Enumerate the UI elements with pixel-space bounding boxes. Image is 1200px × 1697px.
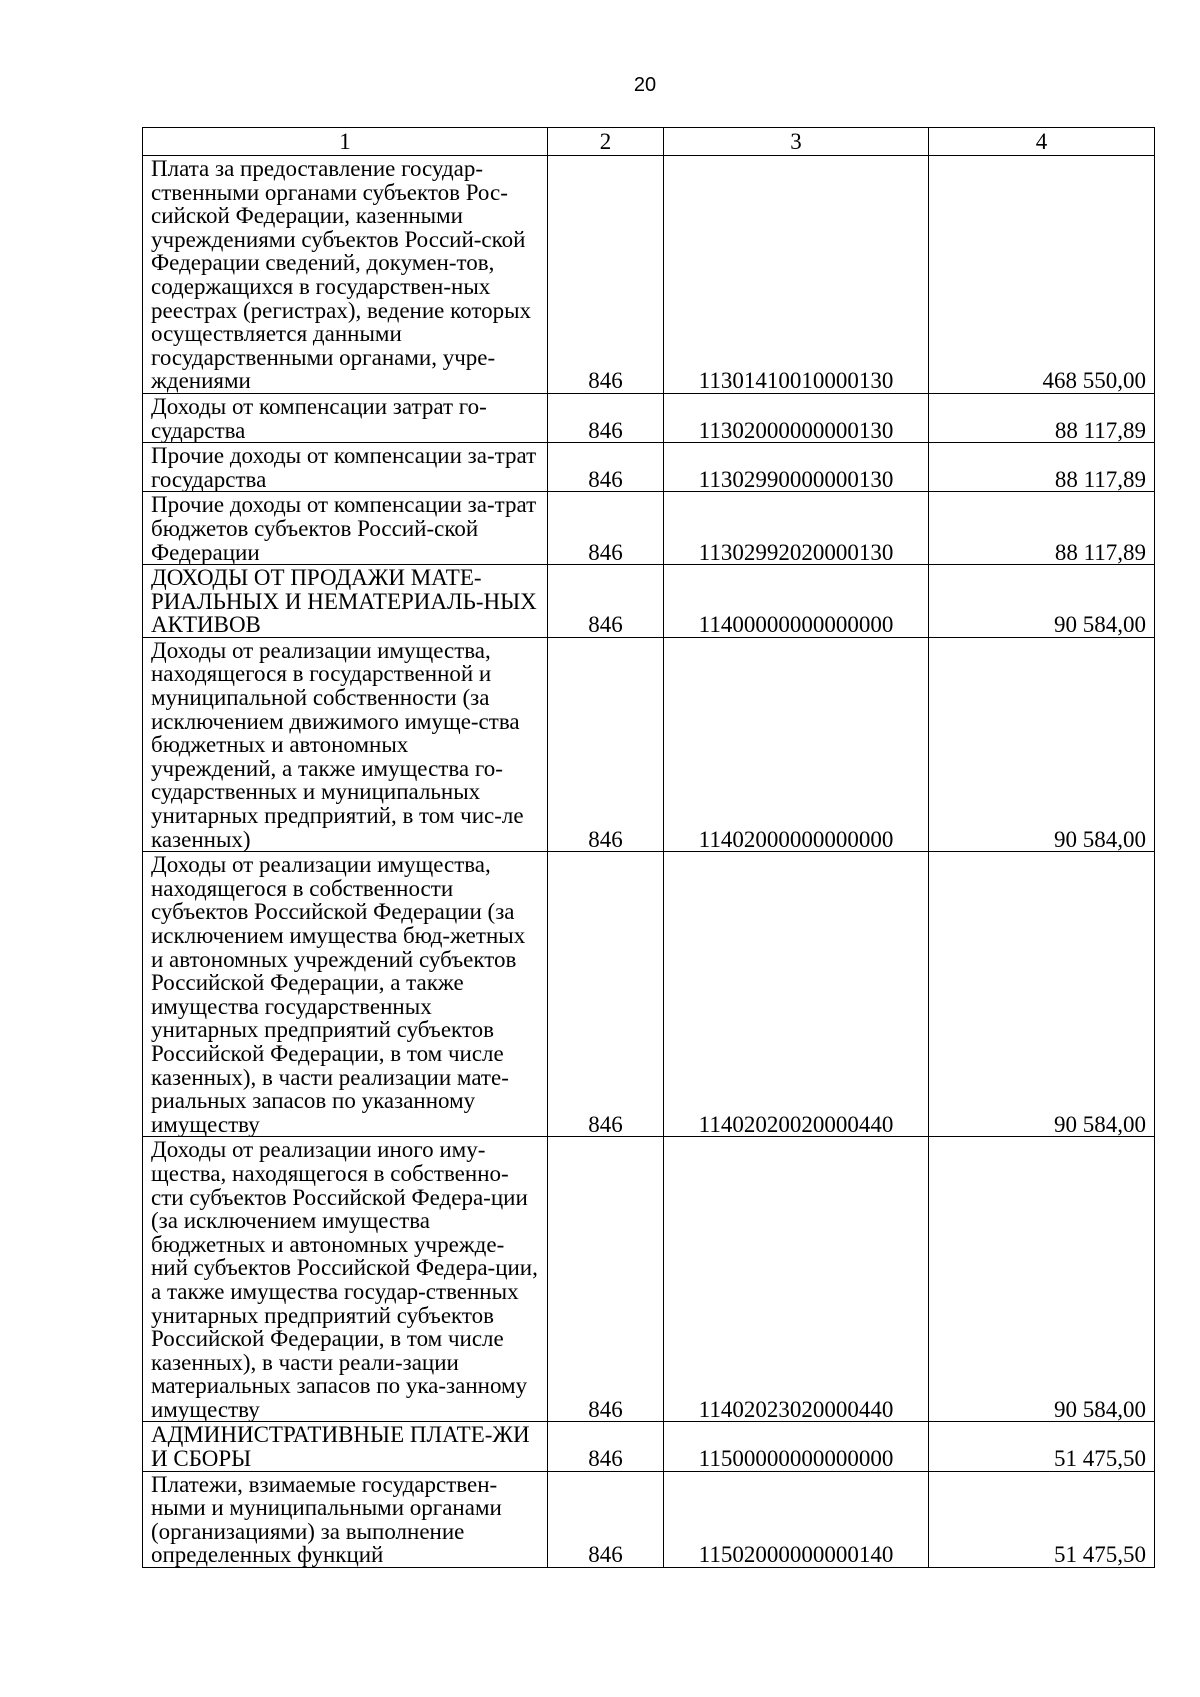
administrator-code-cell: 846 xyxy=(548,156,664,394)
revenue-name-cell: Плата за предоставление государ-ственными органами субъектов Рос-сийской Федерации, казенными учреждениями субъектов Россий-ской Федерации сведений, докумен-тов, содержащихся в государствен-ных реестрах (регистрах), ведение которых осуществляется данными государственными органами, учре-ждениями xyxy=(143,156,548,394)
table-row xyxy=(143,852,1155,1137)
revenue-name-cell: Доходы от реализации иного иму-щества, находящегося в собственно-сти субъектов Российской Федера-ции (за исключением имущества бюджетных и автономных учрежде-ний субъектов Российской Федера-ции, а также имущества государ-ственных унитарных предприятий субъектов Российской Федерации, в том числе казенных), в части реали-зации материальных запасов по ука-занному имуществу xyxy=(143,1137,548,1422)
revenue-table xyxy=(142,127,1155,1568)
table-row xyxy=(143,637,1155,851)
amount-cell: 51 475,50 xyxy=(929,1422,1155,1471)
revenue-name-cell: Прочие доходы от компенсации за-трат бюджетов субъектов Россий-ской Федерации xyxy=(143,492,548,565)
budget-classification-code-cell: 11400000000000000 xyxy=(664,565,929,638)
administrator-code-cell: 846 xyxy=(548,1471,664,1567)
amount-cell: 51 475,50 xyxy=(929,1471,1155,1567)
budget-classification-code-cell: 11502000000000140 xyxy=(664,1471,929,1567)
budget-classification-code-cell: 11302000000000130 xyxy=(664,393,929,442)
administrator-code-cell: 846 xyxy=(548,852,664,1137)
table-row xyxy=(143,443,1155,492)
column-header-2: 2 xyxy=(548,128,664,156)
budget-classification-code-cell: 11302992020000130 xyxy=(664,492,929,565)
column-header-1: 1 xyxy=(143,128,548,156)
amount-cell: 468 550,00 xyxy=(929,156,1155,394)
revenue-name-cell: АДМИНИСТРАТИВНЫЕ ПЛАТЕ-ЖИ И СБОРЫ xyxy=(143,1422,548,1471)
table-row xyxy=(143,1471,1155,1567)
column-header-3: 3 xyxy=(664,128,929,156)
budget-classification-code-cell: 11402000000000000 xyxy=(664,637,929,851)
administrator-code-cell: 846 xyxy=(548,393,664,442)
budget-classification-code-cell: 11302990000000130 xyxy=(664,443,929,492)
administrator-code-cell: 846 xyxy=(548,637,664,851)
revenue-name-cell: Доходы от компенсации затрат го-сударства xyxy=(143,393,548,442)
amount-cell: 90 584,00 xyxy=(929,852,1155,1137)
table-row xyxy=(143,1137,1155,1422)
column-header-4: 4 xyxy=(929,128,1155,156)
table-header-row xyxy=(143,128,1155,156)
table-row xyxy=(143,393,1155,442)
amount-cell: 90 584,00 xyxy=(929,1137,1155,1422)
amount-cell: 90 584,00 xyxy=(929,565,1155,638)
revenue-name-cell: ДОХОДЫ ОТ ПРОДАЖИ МАТЕ-РИАЛЬНЫХ И НЕМАТЕРИАЛЬ-НЫХ АКТИВОВ xyxy=(143,565,548,638)
administrator-code-cell: 846 xyxy=(548,492,664,565)
revenue-name-cell: Доходы от реализации имущества, находящегося в собственности субъектов Российской Федерации (за исключением имущества бюд-жетных и автономных учреждений субъектов Российской Федерации, а также имущества государственных унитарных предприятий субъектов Российской Федерации, в том числе казенных), в части реализации мате-риальных запасов по указанному имуществу xyxy=(143,852,548,1137)
administrator-code-cell: 846 xyxy=(548,443,664,492)
budget-classification-code-cell: 11301410010000130 xyxy=(664,156,929,394)
revenue-name-cell: Прочие доходы от компенсации за-трат государства xyxy=(143,443,548,492)
table-row xyxy=(143,156,1155,394)
amount-cell: 88 117,89 xyxy=(929,443,1155,492)
budget-classification-code-cell: 11402020020000440 xyxy=(664,852,929,1137)
page-number: 20 xyxy=(633,74,657,96)
table-row xyxy=(143,492,1155,565)
table-row xyxy=(143,565,1155,638)
amount-cell: 90 584,00 xyxy=(929,637,1155,851)
administrator-code-cell: 846 xyxy=(548,1137,664,1422)
amount-cell: 88 117,89 xyxy=(929,393,1155,442)
administrator-code-cell: 846 xyxy=(548,1422,664,1471)
administrator-code-cell: 846 xyxy=(548,565,664,638)
revenue-name-cell: Платежи, взимаемые государствен-ными и муниципальными органами (организациями) за выполнение определенных функций xyxy=(143,1471,548,1567)
revenue-name-cell: Доходы от реализации имущества, находящегося в государственной и муниципальной собственности (за исключением движимого имуще-ства бюджетных и автономных учреждений, а также имущества го-сударственных и муниципальных унитарных предприятий, в том чис-ле казенных) xyxy=(143,637,548,851)
budget-classification-code-cell: 11500000000000000 xyxy=(664,1422,929,1471)
table-row xyxy=(143,1422,1155,1471)
amount-cell: 88 117,89 xyxy=(929,492,1155,565)
budget-classification-code-cell: 11402023020000440 xyxy=(664,1137,929,1422)
